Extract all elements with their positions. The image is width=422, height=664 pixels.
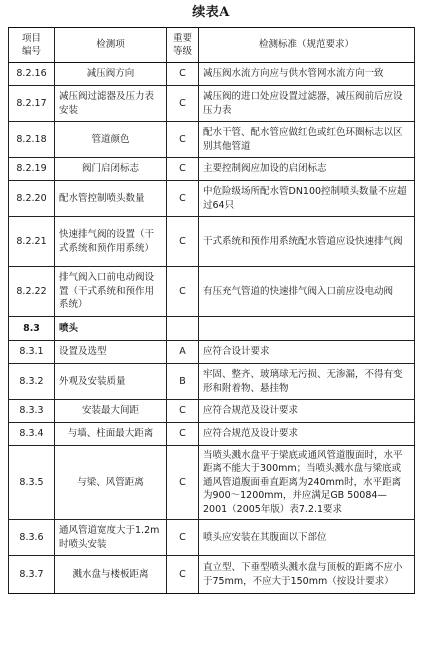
row-standard (199, 317, 415, 341)
row-level: C (167, 86, 199, 122)
row-item: 与墙、柱面最大距离 (55, 423, 167, 446)
table-row (9, 520, 415, 556)
table-header-row (9, 28, 415, 63)
row-item: 配水管控制喷头数量 (55, 181, 167, 217)
row-code: 8.2.16 (9, 63, 55, 86)
table-row (9, 400, 415, 423)
row-standard: 中危险级场所配水管DN100控制喷头数量不应超过64只 (199, 181, 415, 217)
row-level: C (167, 423, 199, 446)
row-item: 减压阀方向 (55, 63, 167, 86)
row-standard: 减压阀的进口处应设置过滤器，减压阀前后应设压力表 (199, 86, 415, 122)
row-item: 与梁、风管距离 (55, 446, 167, 520)
row-code: 8.3.6 (9, 520, 55, 556)
row-standard: 应符合设计要求 (199, 341, 415, 364)
row-standard: 应符合规范及设计要求 (199, 423, 415, 446)
row-level: C (167, 556, 199, 594)
row-code: 8.3 (9, 317, 55, 341)
row-code: 8.3.1 (9, 341, 55, 364)
table-row (9, 364, 415, 400)
row-code: 8.3.5 (9, 446, 55, 520)
table-row (9, 158, 415, 181)
row-standard: 配水干管、配水管应做红色或红色环圈标志以区别其他管道 (199, 122, 415, 158)
page-title: 续表A (192, 5, 230, 20)
row-item: 外观及安装质量 (55, 364, 167, 400)
row-item: 通风管道宽度大于1.2m时喷头安装 (55, 520, 167, 556)
row-item: 设置及选型 (55, 341, 167, 364)
row-item: 安装最大间距 (55, 400, 167, 423)
header-standard: 检测标准（规范要求） (199, 28, 415, 63)
row-standard: 干式系统和预作用系统配水管道应设快速排气阀 (199, 217, 415, 267)
row-level: C (167, 217, 199, 267)
inspection-standards-table (8, 27, 415, 594)
row-item: 快速排气阀的设置（干式系统和预作用系统） (55, 217, 167, 267)
row-level (167, 317, 199, 341)
row-code: 8.2.19 (9, 158, 55, 181)
row-item: 喷头 (55, 317, 167, 341)
table-row (9, 423, 415, 446)
row-item: 管道颜色 (55, 122, 167, 158)
row-item: 排气阀入口前电动阀设置（干式系统和预作用系统） (55, 267, 167, 317)
table-row (9, 217, 415, 267)
row-standard: 当喷头溅水盘平于梁底或通风管道腹面时，水平距离不能大于300mm；当喷头溅水盘与梁底或通风管道腹面垂直距离为240mm时，水平距离为900～1200mm，并应满足GB 50084—2001（2005年版）表7.2.1要求 (199, 446, 415, 520)
table-row (9, 341, 415, 364)
row-standard: 应符合规范及设计要求 (199, 400, 415, 423)
row-level: C (167, 267, 199, 317)
table-row (9, 63, 415, 86)
row-level: C (167, 400, 199, 423)
row-standard: 有压充气管道的快速排气阀入口前应设电动阀 (199, 267, 415, 317)
row-standard: 喷头应安装在其腹面以下部位 (199, 520, 415, 556)
row-code: 8.3.4 (9, 423, 55, 446)
row-level: C (167, 158, 199, 181)
table-row (9, 181, 415, 217)
table-row (9, 122, 415, 158)
header-item: 检测项 (55, 28, 167, 63)
table-body (9, 63, 415, 594)
row-level: C (167, 63, 199, 86)
row-standard: 主要控制阀应加设的启闭标志 (199, 158, 415, 181)
row-code: 8.2.18 (9, 122, 55, 158)
table-row (9, 446, 415, 520)
row-level: C (167, 181, 199, 217)
row-code: 8.2.21 (9, 217, 55, 267)
row-code: 8.3.7 (9, 556, 55, 594)
table-row (9, 556, 415, 594)
row-item: 溅水盘与楼板距离 (55, 556, 167, 594)
row-item: 减压阀过滤器及压力表安装 (55, 86, 167, 122)
table-row (9, 86, 415, 122)
row-level: C (167, 122, 199, 158)
row-standard: 牢固、整齐、玻璃球无污损、无渗漏，不得有变形和附着物、悬挂物 (199, 364, 415, 400)
row-code: 8.2.22 (9, 267, 55, 317)
row-level: C (167, 446, 199, 520)
table-row (9, 267, 415, 317)
row-code: 8.2.20 (9, 181, 55, 217)
row-level: C (167, 520, 199, 556)
row-code: 8.3.3 (9, 400, 55, 423)
row-level: A (167, 341, 199, 364)
row-item: 阀门启闭标志 (55, 158, 167, 181)
row-level: B (167, 364, 199, 400)
row-code: 8.3.2 (9, 364, 55, 400)
header-level: 重要 等级 (167, 28, 199, 63)
section-row (9, 317, 415, 341)
row-standard: 减压阀水流方向应与供水管网水流方向一致 (199, 63, 415, 86)
header-code: 项目 编号 (9, 28, 55, 63)
row-code: 8.2.17 (9, 86, 55, 122)
row-standard: 直立型、下垂型喷头溅水盘与顶板的距离不应小于75mm，不应大于150mm（按设计要求） (199, 556, 415, 594)
